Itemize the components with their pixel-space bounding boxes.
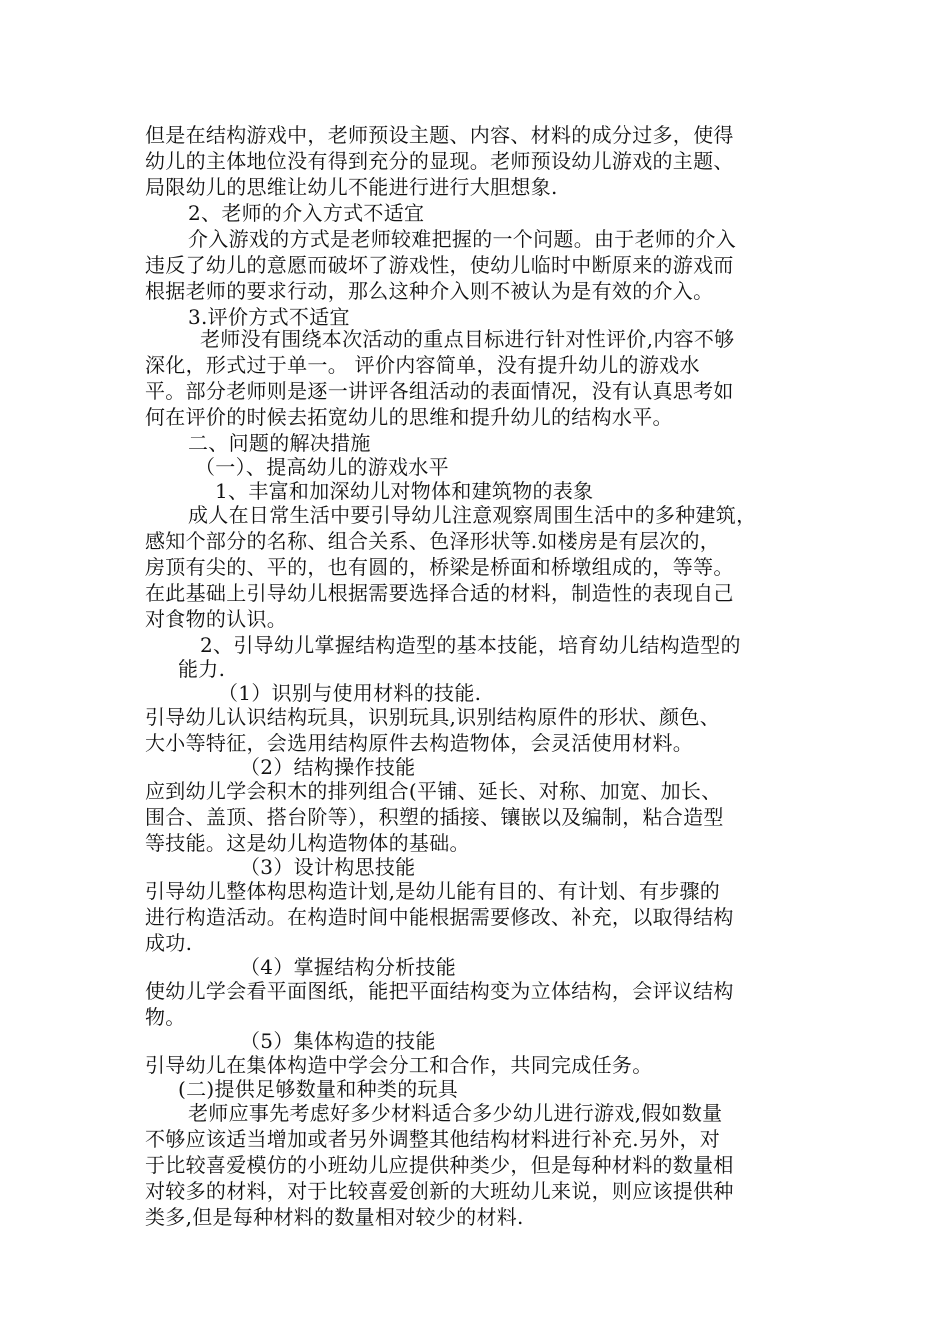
section-heading: 二、问题的解决措施 bbox=[188, 431, 371, 455]
item-heading: （5）集体构造的技能 bbox=[240, 1029, 436, 1053]
paragraph-line: 感知个部分的名称、组合关系、色泽形状等.如楼房是有层次的， bbox=[145, 529, 721, 553]
subsection-heading: 2、引导幼儿掌握结构造型的基本技能，培育幼儿结构造型的 bbox=[200, 633, 741, 657]
paragraph-line: 老师没有围绕本次活动的重点目标进行针对性评价,内容不够 bbox=[200, 327, 735, 351]
paragraph-line: 引导幼儿整体构思构造计划,是幼儿能有目的、有计划、有步骤的 bbox=[145, 879, 721, 903]
paragraph-line: 不够应该适当增加或者另外调整其他结构材料进行补充.另外，对 bbox=[145, 1127, 721, 1151]
paragraph-line: 类多,但是每种材料的数量相对较少的材料. bbox=[145, 1205, 524, 1229]
paragraph-line: 对较多的材料，对于比较喜爱创新的大班幼儿来说，则应该提供种 bbox=[145, 1179, 734, 1203]
paragraph-line: 平。部分老师则是逐一讲评各组活动的表面情况，没有认真思考如 bbox=[145, 379, 734, 403]
paragraph-line: 何在评价的时候去拓宽幼儿的思维和提升幼儿的结构水平。 bbox=[145, 405, 673, 429]
paragraph-line: 局限幼儿的思维让幼儿不能进行进行大胆想象. bbox=[145, 175, 558, 199]
paragraph-line: 但是在结构游戏中，老师预设主题、内容、材料的成分过多，使得 bbox=[145, 123, 734, 147]
paragraph-line: 于比较喜爱模仿的小班幼儿应提供种类少，但是每种材料的数量相 bbox=[145, 1153, 734, 1177]
paragraph-line: 物。 bbox=[145, 1005, 186, 1029]
paragraph-line: 幼儿的主体地位没有得到充分的显现。老师预设幼儿游戏的主题、 bbox=[145, 149, 734, 173]
paragraph-line: 房顶有尖的、平的，也有圆的，桥梁是桥面和桥墩组成的，等等。 bbox=[145, 555, 734, 579]
item-heading: （2）结构操作技能 bbox=[240, 755, 416, 779]
paragraph-line: 引导幼儿在集体构造中学会分工和合作，共同完成任务。 bbox=[145, 1053, 653, 1077]
paragraph-line: 引导幼儿认识结构玩具，识别玩具,识别结构原件的形状、颜色、 bbox=[145, 705, 721, 729]
subsection-heading: (二)提供足够数量和种类的玩具 bbox=[178, 1077, 459, 1101]
paragraph-line: 进行构造活动。在构造时间中能根据需要修改、补充，以取得结构 bbox=[145, 905, 734, 929]
paragraph-line: 成人在日常生活中要引导幼儿注意观察周围生活中的多种建筑， bbox=[188, 503, 757, 527]
paragraph-line: 老师应事先考虑好多少材料适合多少幼儿进行游戏,假如数量 bbox=[188, 1101, 723, 1125]
paragraph-line: 使幼儿学会看平面图纸，能把平面结构变为立体结构，会评议结构 bbox=[145, 979, 734, 1003]
item-heading: （4）掌握结构分析技能 bbox=[240, 955, 457, 979]
paragraph-line: 介入游戏的方式是老师较难把握的一个问题。由于老师的介入 bbox=[188, 227, 737, 251]
paragraph-line: 等技能。这是幼儿构造物体的基础。 bbox=[145, 831, 470, 855]
subsection-heading: 1、丰富和加深幼儿对物体和建筑物的表象 bbox=[215, 479, 594, 503]
paragraph-line: 违反了幼儿的意愿而破坏了游戏性，使幼儿临时中断原来的游戏而 bbox=[145, 253, 734, 277]
item-heading: （1）识别与使用材料的技能. bbox=[218, 681, 482, 705]
paragraph-line: 大小等特征，会选用结构原件去构造物体，会灵活使用材料。 bbox=[145, 731, 694, 755]
paragraph-line: 围合、盖顶、搭台阶等），积塑的插接、镶嵌以及编制，粘合造型 bbox=[145, 805, 724, 829]
paragraph-line: 对食物的认识。 bbox=[145, 607, 288, 631]
paragraph-line: 在此基础上引导幼儿根据需要选择合适的材料，制造性的表现自己 bbox=[145, 581, 734, 605]
item-heading: （3）设计构思技能 bbox=[240, 855, 416, 879]
paragraph-line: 深化，形式过于单一。 评价内容简单，没有提升幼儿的游戏水 bbox=[145, 353, 700, 377]
paragraph-line: 根据老师的要求行动，那么这种介入则不被认为是有效的介入。 bbox=[145, 279, 714, 303]
paragraph-line: 成功. bbox=[145, 931, 193, 955]
subsection-heading: （一）、提高幼儿的游戏水平 bbox=[195, 455, 449, 479]
paragraph-line: 应到幼儿学会积木的排列组合(平铺、延长、对称、加宽、加长、 bbox=[145, 779, 722, 803]
section-heading: 2、老师的介入方式不适宜 bbox=[188, 201, 425, 225]
subsection-heading: 能力. bbox=[178, 657, 226, 681]
section-heading: 3.评价方式不适宜 bbox=[188, 305, 350, 329]
